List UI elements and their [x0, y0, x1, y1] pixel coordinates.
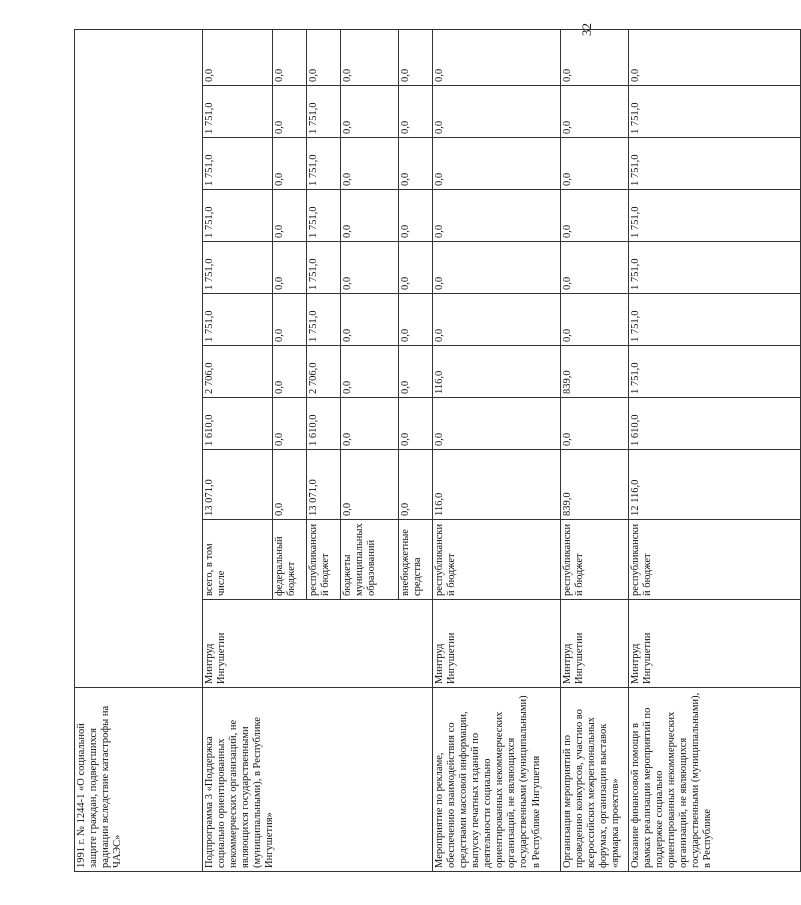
value-cell: 1 751,0	[629, 190, 801, 242]
value-cell: 0,0	[433, 242, 561, 294]
value-cell: 839,0	[561, 346, 629, 398]
value-cell: 0,0	[399, 29, 433, 85]
table-row	[433, 29, 561, 871]
value-cell: 1 610,0	[629, 398, 801, 450]
value-cell: 0,0	[561, 86, 629, 138]
value-cell: 12 116,0	[629, 450, 801, 520]
value-cell: 0,0	[341, 138, 399, 190]
value-cell: 0,0	[341, 86, 399, 138]
value-cell: 1 751,0	[629, 86, 801, 138]
value-cell: 0,0	[341, 450, 399, 520]
value-cell: 0,0	[561, 138, 629, 190]
value-cell: 0,0	[273, 190, 307, 242]
value-cell: 0,0	[399, 190, 433, 242]
value-cell: 0,0	[561, 398, 629, 450]
value-cell: 0,0	[399, 242, 433, 294]
value-cell: 0,0	[341, 242, 399, 294]
funding-source-cell: республиканский бюджет	[307, 520, 341, 600]
value-cell: 0,0	[273, 450, 307, 520]
value-cell: 0,0	[399, 86, 433, 138]
value-cell: 0,0	[273, 398, 307, 450]
value-cell: 116,0	[433, 346, 561, 398]
value-cell: 1 751,0	[307, 190, 341, 242]
measure-name-cell: Мероприятие по рекламе, обеспечению взаимодействия со средствами массовой информации, выпуску печатных изданий по деятельности социально ориентированных некоммерческих организаций, не являющихся государственными (муниципальными) в Республике Ингушетия	[433, 688, 561, 872]
value-cell: 13 071,0	[203, 450, 273, 520]
budget-table	[74, 29, 801, 872]
value-cell: 0,0	[399, 138, 433, 190]
value-cell: 0,0	[399, 294, 433, 346]
value-cell: 0,0	[273, 346, 307, 398]
value-cell: 0,0	[341, 398, 399, 450]
measure-name-cell: Подпрограмма 3 «Поддержка социально ориентированных некоммерческих организаций, не являющихся государственными (муниципальными), в Республике Ингушетия»	[203, 688, 433, 872]
value-cell: 0,0	[629, 29, 801, 85]
table-row	[203, 29, 273, 871]
funding-source-cell: всего, в том числе	[203, 520, 273, 600]
value-cell: 13 071,0	[307, 450, 341, 520]
value-cell: 1 751,0	[307, 242, 341, 294]
executor-cell: Минтруд Ингушетии	[629, 600, 801, 688]
value-cell: 1 751,0	[203, 190, 273, 242]
executor-cell: Минтруд Ингушетии	[203, 600, 433, 688]
value-cell: 0,0	[433, 29, 561, 85]
funding-source-cell: федеральный бюджет	[273, 520, 307, 600]
page-number: 32	[579, 23, 594, 36]
executor-cell: Минтруд Ингушетии	[433, 600, 561, 688]
value-cell: 1 751,0	[203, 138, 273, 190]
value-cell: 1 751,0	[629, 242, 801, 294]
executor-cell: Минтруд Ингушетии	[561, 600, 629, 688]
value-cell: 0,0	[561, 29, 629, 85]
blank-cell	[75, 29, 203, 687]
value-cell: 0,0	[273, 294, 307, 346]
measure-name-cell: Оказание финансовой помощи в рамках реализации мероприятий по поддержке социально ориентированных некоммерческих организаций, не являющихся государственными (муниципальными), в Республике	[629, 688, 801, 872]
funding-source-cell: республиканский бюджет	[561, 520, 629, 600]
value-cell: 0,0	[273, 138, 307, 190]
table-body	[75, 29, 801, 871]
value-cell: 1 751,0	[203, 294, 273, 346]
value-cell: 1 751,0	[307, 138, 341, 190]
value-cell: 0,0	[561, 294, 629, 346]
value-cell: 0,0	[433, 138, 561, 190]
value-cell: 116,0	[433, 450, 561, 520]
table-row	[75, 29, 203, 871]
measure-name-cell: 1991 г. № 1244-1 «О социальной защите граждан, подвергшихся радиации вследствие катастрофы на ЧАЭС»	[75, 688, 203, 872]
value-cell: 2 706,0	[203, 346, 273, 398]
table-row	[629, 29, 801, 871]
funding-source-cell: бюджеты муниципальных образований	[341, 520, 399, 600]
value-cell: 839,0	[561, 450, 629, 520]
value-cell: 0,0	[561, 242, 629, 294]
value-cell: 0,0	[433, 86, 561, 138]
value-cell: 0,0	[399, 346, 433, 398]
value-cell: 0,0	[433, 398, 561, 450]
value-cell: 1 751,0	[629, 346, 801, 398]
value-cell: 0,0	[399, 450, 433, 520]
funding-source-cell: республиканский бюджет	[433, 520, 561, 600]
value-cell: 2 706,0	[307, 346, 341, 398]
value-cell: 0,0	[433, 190, 561, 242]
value-cell: 1 751,0	[307, 294, 341, 346]
value-cell: 0,0	[341, 294, 399, 346]
value-cell: 1 751,0	[629, 138, 801, 190]
rotated-table-container	[74, 30, 714, 872]
value-cell: 0,0	[341, 190, 399, 242]
table-row	[561, 29, 629, 871]
value-cell: 0,0	[273, 242, 307, 294]
value-cell: 0,0	[433, 294, 561, 346]
value-cell: 0,0	[203, 29, 273, 85]
value-cell: 0,0	[399, 398, 433, 450]
value-cell: 0,0	[341, 346, 399, 398]
value-cell: 1 751,0	[307, 86, 341, 138]
value-cell: 1 751,0	[203, 242, 273, 294]
value-cell: 0,0	[307, 29, 341, 85]
value-cell: 1 751,0	[203, 86, 273, 138]
value-cell: 1 751,0	[629, 294, 801, 346]
measure-name-cell: Организация мероприятий по проведению конкурсов, участию во всероссийских межрегиональных форумах, организации выставок «ярмарка проектов»	[561, 688, 629, 872]
funding-source-cell: республиканский бюджет	[629, 520, 801, 600]
value-cell: 0,0	[341, 29, 399, 85]
value-cell: 1 610,0	[203, 398, 273, 450]
funding-source-cell: внебюджетные средства	[399, 520, 433, 600]
value-cell: 0,0	[273, 86, 307, 138]
value-cell: 0,0	[273, 29, 307, 85]
value-cell: 1 610,0	[307, 398, 341, 450]
value-cell: 0,0	[561, 190, 629, 242]
